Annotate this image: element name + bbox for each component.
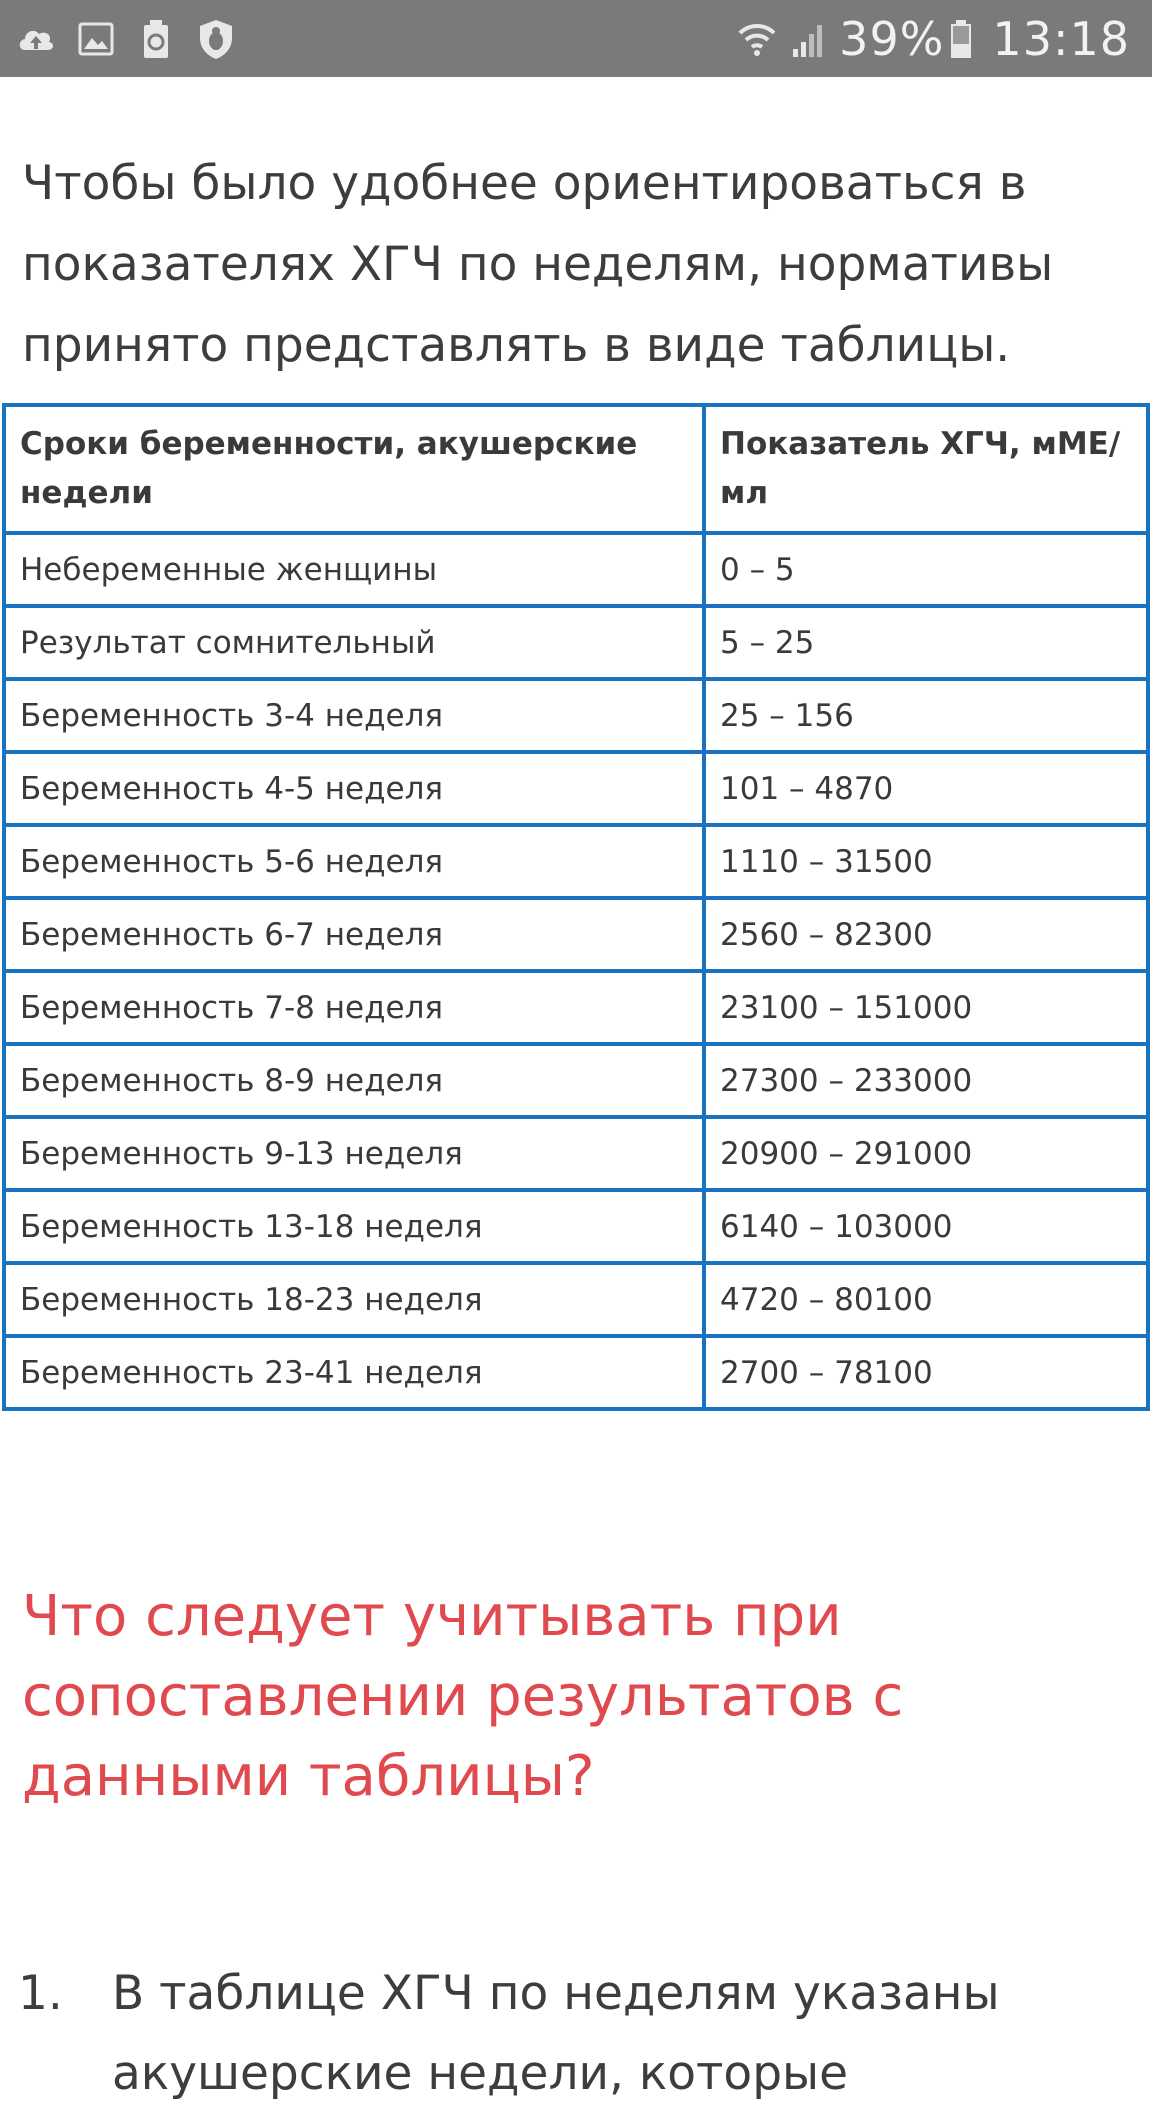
table-row	[4, 752, 1148, 825]
table-row	[4, 1336, 1148, 1409]
table-row	[4, 1117, 1148, 1190]
table-row	[4, 606, 1148, 679]
cell-period: Беременность 7-8 неделя	[4, 971, 704, 1044]
table-row	[4, 533, 1148, 606]
table-row	[4, 971, 1148, 1044]
cell-period: Беременность 13-18 неделя	[4, 1190, 704, 1263]
cell-period: Небеременные женщины	[4, 533, 704, 606]
cell-period: Беременность 3-4 неделя	[4, 679, 704, 752]
table-body	[4, 533, 1148, 1409]
table-row	[4, 679, 1148, 752]
cell-period: Беременность 5-6 неделя	[4, 825, 704, 898]
list-item-text: В таблице ХГЧ по неделям указаны акушерские недели, которые	[112, 1966, 1000, 2101]
clock: 13:18	[992, 11, 1130, 66]
shield-bug-icon	[194, 17, 238, 61]
status-bar	[0, 0, 1152, 77]
hcg-norms-table	[2, 403, 1150, 1411]
cloud-upload-icon	[14, 17, 58, 61]
table-header-row	[4, 405, 1148, 533]
table-row	[4, 1190, 1148, 1263]
cell-hcg-range: 6140 – 103000	[704, 1190, 1148, 1263]
cell-hcg-range: 0 – 5	[704, 533, 1148, 606]
intro-paragraph: Чтобы было удобнее ориентироваться в показателях ХГЧ по неделям, нормативы принято представлять в виде таблицы.	[22, 156, 1054, 373]
list-item-number: 1.	[18, 1966, 63, 2021]
system-indicators	[735, 12, 1130, 66]
cell-period: Беременность 4-5 неделя	[4, 752, 704, 825]
cell-period: Беременность 8-9 неделя	[4, 1044, 704, 1117]
cell-hcg-range: 23100 – 151000	[704, 971, 1148, 1044]
recycle-icon	[134, 17, 178, 61]
gallery-icon	[74, 17, 118, 61]
article-content	[0, 77, 1152, 2101]
cell-period: Беременность 6-7 неделя	[4, 898, 704, 971]
table-header-hcg: Показатель ХГЧ, мМЕ/мл	[704, 405, 1148, 533]
cell-hcg-range: 27300 – 233000	[704, 1044, 1148, 1117]
cell-hcg-range: 2700 – 78100	[704, 1336, 1148, 1409]
table-header-weeks: Сроки беременности, акушерские недели	[4, 405, 704, 533]
cell-hcg-range: 5 – 25	[704, 606, 1148, 679]
cell-hcg-range: 2560 – 82300	[704, 898, 1148, 971]
battery-icon	[948, 17, 974, 61]
cell-hcg-range: 25 – 156	[704, 679, 1148, 752]
cell-hcg-range: 1110 – 31500	[704, 825, 1148, 898]
cell-period: Беременность 9-13 неделя	[4, 1117, 704, 1190]
cell-period: Беременность 18-23 неделя	[4, 1263, 704, 1336]
table-row	[4, 898, 1148, 971]
table-row	[4, 1263, 1148, 1336]
notification-icons	[14, 17, 254, 61]
list-item	[0, 1954, 1152, 2114]
cell-hcg-range: 20900 – 291000	[704, 1117, 1148, 1190]
cell-period: Беременность 23-41 неделя	[4, 1336, 704, 1409]
cell-period: Результат сомнительный	[4, 606, 704, 679]
cell-hcg-range: 101 – 4870	[704, 752, 1148, 825]
numbered-list	[0, 1954, 1152, 2114]
cell-hcg-range: 4720 – 80100	[704, 1263, 1148, 1336]
battery-percent: 39%	[839, 11, 945, 66]
wifi-icon	[735, 17, 779, 61]
table-row	[4, 825, 1148, 898]
table-row	[4, 1044, 1148, 1117]
signal-icon	[787, 17, 831, 61]
section-heading: Что следует учитывать при сопоставлении результатов с данными таблицы?	[22, 1584, 904, 1809]
